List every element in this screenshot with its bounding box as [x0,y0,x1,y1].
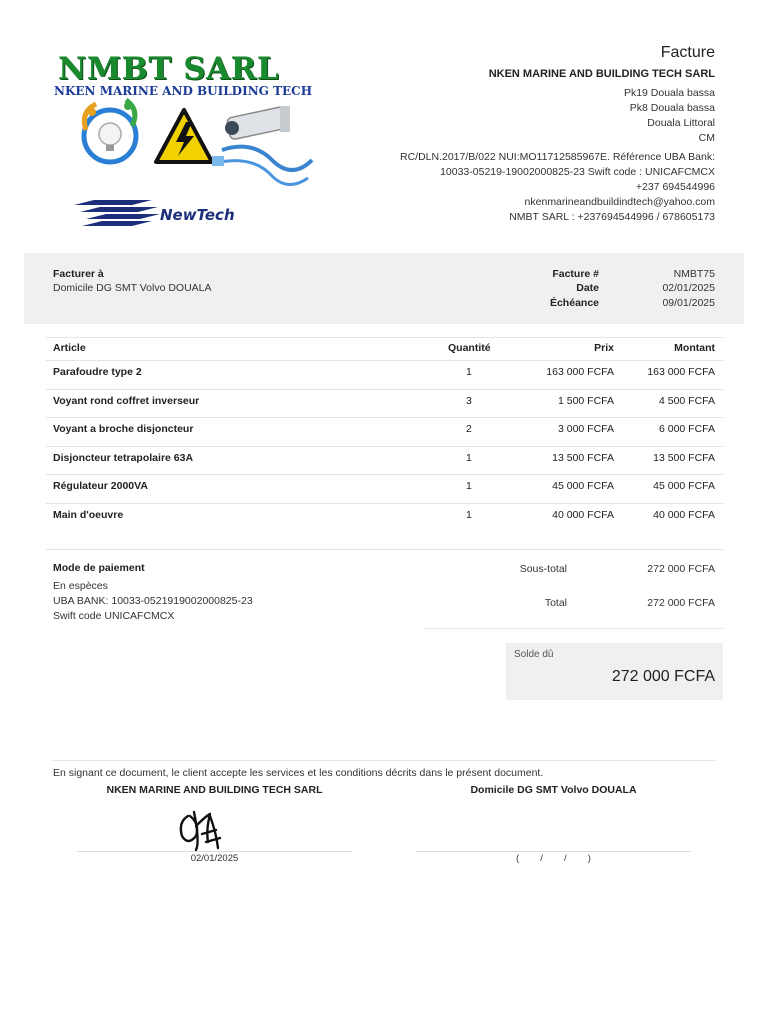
item-amount: 4 500 FCFA [658,395,715,407]
balance-due-label: Solde dû [514,649,554,660]
warning-triangle-icon [156,110,212,162]
client-signatory-name: Domicile DG SMT Volvo DOUALA [470,784,637,796]
seller-signature-line [77,851,352,852]
item-name: Parafoudre type 2 [53,366,142,378]
row-divider [46,446,723,447]
bulb-icon [84,100,136,162]
bill-to-label: Facturer à [53,268,104,280]
table-header-rule [46,360,723,361]
header-amount: Montant [674,342,715,354]
item-amount: 13 500 FCFA [653,452,715,464]
payment-bank-line: UBA BANK: 10033-0521919002000825-23 [53,595,253,607]
seller-signature-date: 02/01/2025 [190,853,239,864]
signature-top-rule [53,760,715,761]
item-amount: 6 000 FCFA [658,423,715,435]
summary-top-rule [46,549,723,550]
signature-drawing [176,806,226,854]
document-title: Facture [660,44,715,61]
item-price: 163 000 FCFA [546,366,614,378]
table-top-rule [46,337,723,338]
item-price: 3 000 FCFA [557,423,614,435]
seller-phone: +237 694544996 [635,181,715,193]
item-name: Voyant a broche disjoncteur [53,423,194,435]
item-amount: 40 000 FCFA [653,509,715,521]
subtotal-value: 272 000 FCFA [647,563,715,575]
item-name: Disjoncteur tetrapolaire 63A [53,452,194,464]
newtech-wordmark: NewTech [160,206,235,224]
seller-registration-line: RC/DLN.2017/B/022 NUI:MO11712585967E. Référence UBA Bank: [400,151,715,163]
item-price: 1 500 FCFA [557,395,614,407]
payment-method-title: Mode de paiement [53,562,145,574]
item-quantity: 3 [466,395,472,407]
item-quantity: 1 [466,509,472,521]
invoice-due-label: Échéance [549,297,599,309]
total-value: 272 000 FCFA [647,597,715,609]
item-quantity: 1 [466,480,472,492]
invoice-date: 02/01/2025 [662,282,715,294]
brand-tagline: NKEN MARINE AND BUILDING TECH [54,84,313,98]
seller-email: nkenmarineandbuildindtech@yahoo.com [524,196,715,208]
row-divider [46,389,723,390]
balance-due-amount: 272 000 FCFA [611,668,715,685]
invoice-due-date: 09/01/2025 [662,297,715,309]
item-price: 13 500 FCFA [552,452,614,464]
payment-swift-line: Swift code UNICAFCMCX [53,610,175,622]
row-divider [46,474,723,475]
item-amount: 163 000 FCFA [647,366,715,378]
seller-company-name: NKEN MARINE AND BUILDING TECH SARL [488,68,715,80]
item-name: Main d'oeuvre [53,509,124,521]
item-name: Régulateur 2000VA [53,480,148,492]
item-quantity: 1 [466,452,472,464]
newtech-stripes-icon [74,200,160,226]
total-label: Total [544,597,567,609]
item-price: 45 000 FCFA [552,480,614,492]
header-article: Article [53,342,86,354]
item-price: 40 000 FCFA [552,509,614,521]
seller-address-line: CM [698,132,715,144]
item-amount: 45 000 FCFA [653,480,715,492]
payment-line: En espèces [53,580,108,592]
client-signature-line [416,851,691,852]
security-camera-icon [225,106,290,140]
seller-contact-line: NMBT SARL : +237694544996 / 678605173 [509,211,715,223]
seller-bank-line: 10033-05219-19002000825-23 Swift code : UNICAFCMCX [440,166,715,178]
header-quantity: Quantité [448,342,491,354]
bill-to-value: Domicile DG SMT Volvo DOUALA [53,282,212,294]
row-divider [46,503,723,504]
seller-signatory-name: NKEN MARINE AND BUILDING TECH SARL [106,784,323,796]
header-price: Prix [594,342,614,354]
signature-statement: En signant ce document, le client accepte les services et les conditions décrits dans le présent document. [53,767,544,779]
invoice-number: NMBT75 [673,268,715,280]
client-signature-date: ( / / ) [516,853,591,864]
item-quantity: 2 [466,423,472,435]
seller-address-line: Pk8 Douala bassa [629,102,715,114]
row-divider [46,417,723,418]
subtotal-label: Sous-total [519,563,567,575]
brand-name: NMBT SARL [58,51,280,87]
invoice-number-label: Facture # [552,268,599,280]
item-name: Voyant rond coffret inverseur [53,395,200,407]
network-cable-icon [212,147,312,185]
seller-address-line: Pk19 Douala bassa [623,87,715,99]
invoice-date-label: Date [576,282,599,294]
item-quantity: 1 [466,366,472,378]
seller-address-line: Douala Littoral [647,117,715,129]
totals-rule [425,628,723,629]
